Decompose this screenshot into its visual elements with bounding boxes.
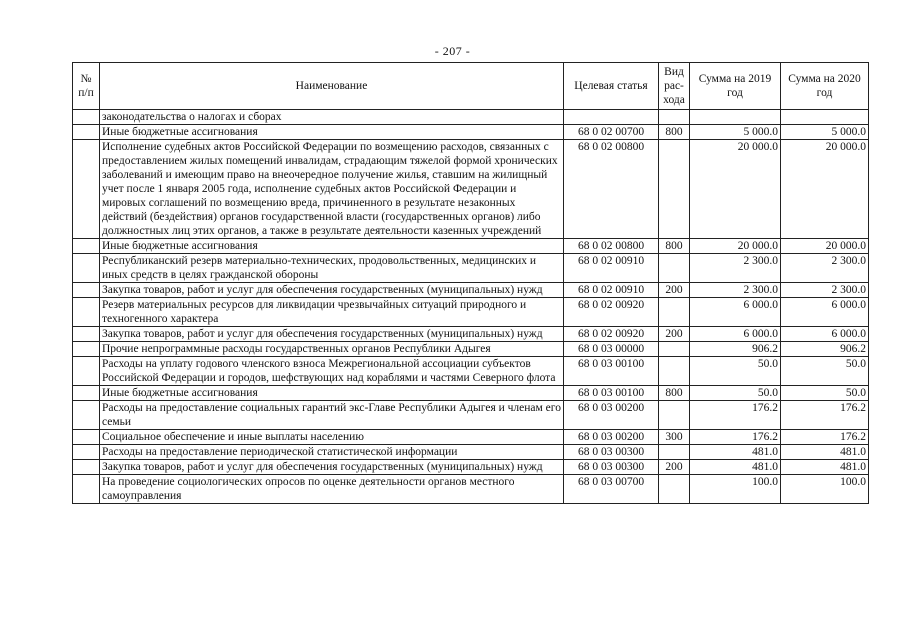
row-sum-2020: 50.0	[781, 357, 869, 386]
row-sum-2020: 5 000.0	[781, 125, 869, 140]
row-target-code: 68 0 03 00200	[564, 401, 659, 430]
row-sum-2019: 2 300.0	[690, 254, 781, 283]
row-expense-type: 800	[659, 239, 690, 254]
row-expense-type	[659, 401, 690, 430]
row-sum-2019: 100.0	[690, 475, 781, 504]
row-sum-2019: 481.0	[690, 460, 781, 475]
row-sum-2019: 20 000.0	[690, 239, 781, 254]
row-sum-2020: 2 300.0	[781, 283, 869, 298]
row-number	[73, 239, 100, 254]
table-row	[73, 298, 869, 327]
header-sum-2019: Сумма на 2019 год	[690, 63, 781, 110]
row-number	[73, 283, 100, 298]
row-expense-type: 300	[659, 430, 690, 445]
row-name: Республиканский резерв материально-технических, продовольственных, медицинских и иных средств в целях гражданской обороны	[100, 254, 564, 283]
row-number	[73, 401, 100, 430]
table-body	[73, 110, 869, 504]
row-name: Резерв материальных ресурсов для ликвидации чрезвычайных ситуаций природного и техногенного характера	[100, 298, 564, 327]
row-name: Иные бюджетные ассигнования	[100, 386, 564, 401]
row-sum-2019: 481.0	[690, 445, 781, 460]
row-sum-2020	[781, 110, 869, 125]
row-number	[73, 110, 100, 125]
header-exp-type: Вид рас-хода	[659, 63, 690, 110]
row-sum-2019: 6 000.0	[690, 298, 781, 327]
row-number	[73, 386, 100, 401]
row-sum-2020: 20 000.0	[781, 140, 869, 239]
row-expense-type: 200	[659, 283, 690, 298]
row-number	[73, 254, 100, 283]
row-expense-type: 800	[659, 386, 690, 401]
row-expense-type: 800	[659, 125, 690, 140]
row-name: Иные бюджетные ассигнования	[100, 125, 564, 140]
row-number	[73, 327, 100, 342]
table-row	[73, 401, 869, 430]
row-sum-2019: 906.2	[690, 342, 781, 357]
row-name: Закупка товаров, работ и услуг для обеспечения государственных (муниципальных) нужд	[100, 460, 564, 475]
row-number	[73, 342, 100, 357]
row-number	[73, 140, 100, 239]
row-name: На проведение социологических опросов по оценке деятельности органов местного самоуправления	[100, 475, 564, 504]
table-row	[73, 239, 869, 254]
row-name: Закупка товаров, работ и услуг для обеспечения государственных (муниципальных) нужд	[100, 327, 564, 342]
header-name: Наименование	[100, 63, 564, 110]
row-sum-2020: 20 000.0	[781, 239, 869, 254]
row-sum-2019: 176.2	[690, 430, 781, 445]
budget-table	[72, 62, 869, 504]
row-target-code: 68 0 03 00300	[564, 445, 659, 460]
row-name: законодательства о налогах и сборах	[100, 110, 564, 125]
row-number	[73, 298, 100, 327]
row-sum-2020: 6 000.0	[781, 327, 869, 342]
row-number	[73, 445, 100, 460]
row-sum-2019: 20 000.0	[690, 140, 781, 239]
row-sum-2020: 6 000.0	[781, 298, 869, 327]
row-expense-type: 200	[659, 327, 690, 342]
row-expense-type	[659, 357, 690, 386]
row-expense-type	[659, 475, 690, 504]
row-name: Социальное обеспечение и иные выплаты населению	[100, 430, 564, 445]
row-expense-type	[659, 298, 690, 327]
page-number: - 207 -	[434, 44, 471, 58]
row-number	[73, 430, 100, 445]
row-expense-type	[659, 342, 690, 357]
row-name: Расходы на уплату годового членского взноса Межрегиональной ассоциации субъектов Российской Федерации и городов, шефствующих над кораблями и частями Северного флота	[100, 357, 564, 386]
row-sum-2020: 906.2	[781, 342, 869, 357]
table-row	[73, 342, 869, 357]
row-number	[73, 460, 100, 475]
row-target-code: 68 0 03 00100	[564, 386, 659, 401]
row-number	[73, 475, 100, 504]
table-row	[73, 386, 869, 401]
row-target-code: 68 0 03 00200	[564, 430, 659, 445]
row-name: Прочие непрограммные расходы государственных органов Республики Адыгея	[100, 342, 564, 357]
row-sum-2019: 2 300.0	[690, 283, 781, 298]
row-sum-2019: 50.0	[690, 357, 781, 386]
row-expense-type	[659, 445, 690, 460]
row-sum-2019: 6 000.0	[690, 327, 781, 342]
table-row	[73, 110, 869, 125]
row-target-code: 68 0 02 00800	[564, 140, 659, 239]
row-name: Исполнение судебных актов Российской Федерации по возмещению расходов, связанных с предоставлением жилых помещений инвалидам, страдающим тяжелой формой хронических заболеваний и имеющим право на внеочередное получение жилья, ставшим на жилищный учет после 1 января 2005 года, исполнение судебных актов Российской Федерации и мировых соглашений по возмещению вреда, причиненного в результате незаконных действий (бездействия) органов государственной власти (государственных органов) либо должностных лиц этих органов, а также в результате деятельности казенных учреждений	[100, 140, 564, 239]
row-expense-type: 200	[659, 460, 690, 475]
table-row	[73, 327, 869, 342]
row-target-code: 68 0 02 00910	[564, 283, 659, 298]
row-sum-2020: 481.0	[781, 445, 869, 460]
table-header	[73, 63, 869, 110]
row-target-code: 68 0 02 00920	[564, 327, 659, 342]
header-target: Целевая статья	[564, 63, 659, 110]
table-row	[73, 430, 869, 445]
row-target-code: 68 0 03 00100	[564, 357, 659, 386]
row-name: Расходы на предоставление социальных гарантий экс-Главе Республики Адыгея и членам его семьи	[100, 401, 564, 430]
row-sum-2019: 176.2	[690, 401, 781, 430]
table-row	[73, 254, 869, 283]
row-expense-type	[659, 110, 690, 125]
row-target-code: 68 0 02 00700	[564, 125, 659, 140]
row-expense-type	[659, 140, 690, 239]
table-row	[73, 140, 869, 239]
row-name: Иные бюджетные ассигнования	[100, 239, 564, 254]
row-sum-2020: 100.0	[781, 475, 869, 504]
row-sum-2020: 481.0	[781, 460, 869, 475]
row-target-code: 68 0 02 00800	[564, 239, 659, 254]
row-target-code: 68 0 02 00920	[564, 298, 659, 327]
table-row	[73, 460, 869, 475]
row-expense-type	[659, 254, 690, 283]
row-sum-2020: 50.0	[781, 386, 869, 401]
row-sum-2020: 176.2	[781, 430, 869, 445]
row-target-code: 68 0 03 00000	[564, 342, 659, 357]
table-row	[73, 445, 869, 460]
row-target-code: 68 0 03 00300	[564, 460, 659, 475]
row-target-code: 68 0 02 00910	[564, 254, 659, 283]
row-sum-2019: 50.0	[690, 386, 781, 401]
row-target-code: 68 0 03 00700	[564, 475, 659, 504]
table-row	[73, 125, 869, 140]
row-sum-2019: 5 000.0	[690, 125, 781, 140]
row-name: Закупка товаров, работ и услуг для обеспечения государственных (муниципальных) нужд	[100, 283, 564, 298]
table-row	[73, 475, 869, 504]
row-sum-2020: 176.2	[781, 401, 869, 430]
row-number	[73, 357, 100, 386]
row-name: Расходы на предоставление периодической статистической информации	[100, 445, 564, 460]
row-target-code	[564, 110, 659, 125]
row-number	[73, 125, 100, 140]
row-sum-2020: 2 300.0	[781, 254, 869, 283]
table-row	[73, 357, 869, 386]
table-row	[73, 283, 869, 298]
header-num: № п/п	[73, 63, 100, 110]
header-sum-2020: Сумма на 2020 год	[781, 63, 869, 110]
row-sum-2019	[690, 110, 781, 125]
